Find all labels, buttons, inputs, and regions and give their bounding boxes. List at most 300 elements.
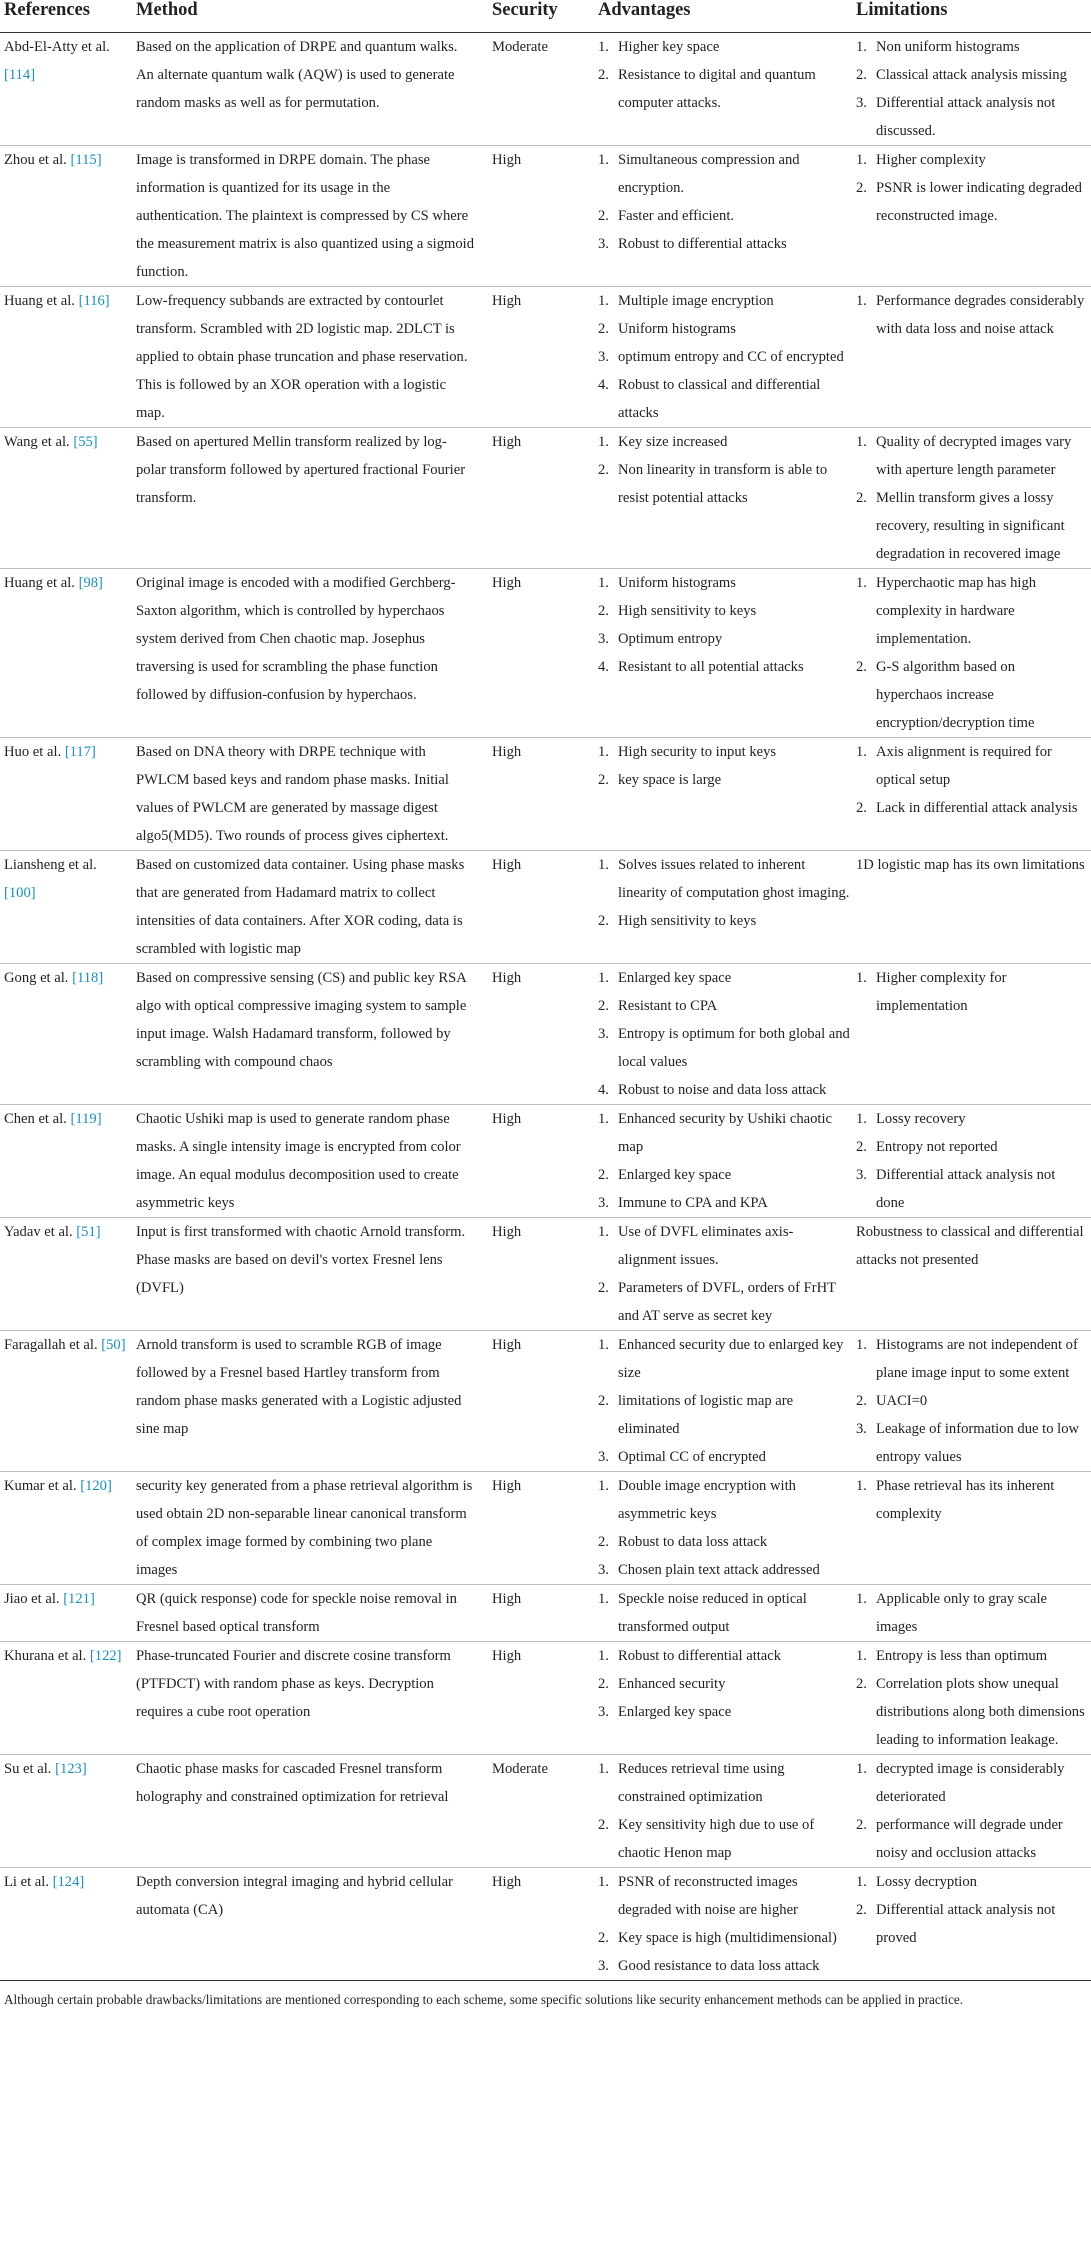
security-cell: High: [492, 434, 522, 450]
reference-cell: [0, 1105, 136, 1218]
advantage-text: Simultaneous compression and encryption.: [618, 152, 800, 196]
table-row: [0, 1472, 1091, 1585]
table-header: [0, 0, 1091, 33]
advantages-cell: [598, 146, 856, 287]
advantage-text: Key sensitivity high due to use of chaotic Henon map: [618, 1817, 815, 1861]
advantage-item: [598, 1274, 850, 1330]
reference-text: Wang et al.: [4, 434, 70, 450]
advantage-text: Optimal CC of encrypted: [618, 1449, 766, 1465]
advantage-item: [598, 1952, 850, 1980]
citation-link[interactable]: [121]: [63, 1591, 95, 1607]
method-cell: Based on apertured Mellin transform realized by log-polar transform followed by apertured fractional Fourier transform.: [136, 434, 466, 506]
reference-text: Su et al.: [4, 1761, 52, 1777]
table-row: [0, 1331, 1091, 1472]
advantage-text: Entropy is optimum for both global and local values: [618, 1026, 850, 1070]
advantage-text: High sensitivity to keys: [618, 603, 757, 619]
limitation-text: Phase retrieval has its inherent complexity: [876, 1478, 1055, 1522]
advantage-list: [598, 1755, 850, 1867]
item-number: 1.: [598, 1591, 609, 1607]
table-body: [0, 33, 1091, 1981]
header-method: Method: [136, 0, 492, 33]
advantage-text: Robust to differential attacks: [618, 236, 787, 252]
method-cell: Low-frequency subbands are extracted by contourlet transform. Scrambled with 2D logistic map. 2DLCT is applied to obtain phase truncation and phase reservation. This is followed by an XOR operation with a logistic map.: [136, 293, 468, 421]
limitation-text: Non uniform histograms: [876, 39, 1020, 55]
limitation-item: [856, 1387, 1085, 1415]
advantage-list: [598, 569, 850, 681]
item-number: 3.: [598, 236, 609, 252]
method-cell: Chaotic phase masks for cascaded Fresnel transform holography and constrained optimization for retrieval: [136, 1761, 449, 1805]
reference-text: Huang et al.: [4, 293, 75, 309]
advantage-text: Enhanced security: [618, 1676, 726, 1692]
limitation-item: [856, 89, 1085, 145]
method-cell: Arnold transform is used to scramble RGB of image followed by a Fresnel based Hartley transform from random phase masks generated with a Logistic adjusted sine map: [136, 1337, 462, 1437]
advantage-item: [598, 1755, 850, 1811]
advantage-text: Reduces retrieval time using constrained optimization: [618, 1761, 785, 1805]
table-row: [0, 851, 1091, 964]
item-number: 3.: [598, 349, 609, 365]
item-number: 1.: [856, 1648, 867, 1664]
advantage-text: Optimum entropy: [618, 631, 723, 647]
limitation-list: [856, 428, 1085, 568]
limitation-item: [856, 1670, 1085, 1754]
advantage-item: [598, 1218, 850, 1274]
advantage-text: Robust to noise and data loss attack: [618, 1082, 827, 1098]
limitation-item: [856, 1868, 1085, 1896]
item-number: 1.: [598, 293, 609, 309]
security-cell: High: [492, 970, 522, 986]
security-cell: High: [492, 1591, 522, 1607]
advantage-item: [598, 61, 850, 117]
advantage-item: [598, 230, 850, 258]
item-number: 1.: [598, 575, 609, 591]
item-number: 1.: [598, 1337, 609, 1353]
reference-text: Jiao et al.: [4, 1591, 60, 1607]
limitation-item: [856, 964, 1085, 1020]
limitations-cell: [856, 851, 1091, 964]
item-number: 1.: [856, 434, 867, 450]
citation-link[interactable]: [55]: [73, 434, 98, 450]
reference-cell: [0, 428, 136, 569]
advantage-item: [598, 1924, 850, 1952]
advantage-item: [598, 1105, 850, 1161]
limitation-list: [856, 1642, 1085, 1754]
limitations-cell: [856, 33, 1091, 146]
item-number: 3.: [598, 1195, 609, 1211]
citation-link[interactable]: [115]: [70, 152, 102, 168]
limitation-item: [856, 1585, 1085, 1641]
advantage-item: [598, 315, 850, 343]
limitation-text: Entropy not reported: [876, 1139, 998, 1155]
item-number: 1.: [598, 744, 609, 760]
limitation-text: Lack in differential attack analysis: [876, 800, 1078, 816]
advantage-text: Speckle noise reduced in optical transformed output: [618, 1591, 807, 1635]
limitation-list: [856, 1331, 1085, 1471]
item-number: 1.: [598, 434, 609, 450]
limitation-item: [856, 1161, 1085, 1217]
item-number: 3.: [598, 631, 609, 647]
item-number: 2.: [598, 1534, 609, 1550]
advantage-text: Higher key space: [618, 39, 720, 55]
advantage-text: Enhanced security due to enlarged key size: [618, 1337, 844, 1381]
limitation-item: [856, 569, 1085, 653]
limitation-text: G-S algorithm based on hyperchaos increase encryption/decryption time: [876, 659, 1035, 731]
table-row: [0, 1218, 1091, 1331]
item-number: 3.: [598, 1449, 609, 1465]
item-number: 2.: [598, 1676, 609, 1692]
reference-cell: [0, 1642, 136, 1755]
limitations-cell: [856, 428, 1091, 569]
advantage-list: [598, 1472, 850, 1584]
table-row: [0, 1105, 1091, 1218]
advantage-text: Enlarged key space: [618, 1167, 732, 1183]
advantage-item: [598, 33, 850, 61]
limitation-text: Quality of decrypted images vary with aperture length parameter: [876, 434, 1072, 478]
item-number: 1.: [856, 1761, 867, 1777]
advantage-text: Faster and efficient.: [618, 208, 735, 224]
citation-link[interactable]: [51]: [76, 1224, 101, 1240]
item-number: 1.: [598, 1111, 609, 1127]
limitation-item: [856, 146, 1085, 174]
advantage-item: [598, 851, 850, 907]
advantage-item: [598, 1670, 850, 1698]
limitation-item: [856, 1755, 1085, 1811]
item-number: 2.: [598, 603, 609, 619]
limitation-text: Performance degrades considerably with data loss and noise attack: [876, 293, 1085, 337]
reference-text: Li et al.: [4, 1874, 49, 1890]
advantage-item: [598, 202, 850, 230]
item-number: 3.: [856, 95, 867, 111]
table-row: [0, 569, 1091, 738]
limitation-text: Leakage of information due to low entropy values: [876, 1421, 1080, 1465]
item-number: 2.: [856, 1393, 867, 1409]
item-number: 1.: [856, 1478, 867, 1494]
advantage-list: [598, 738, 850, 794]
citation-link[interactable]: [123]: [55, 1761, 87, 1777]
limitations-cell: [856, 1105, 1091, 1218]
item-number: 4.: [598, 1082, 609, 1098]
item-number: 2.: [598, 1167, 609, 1183]
table-row: [0, 738, 1091, 851]
item-number: 1.: [598, 970, 609, 986]
advantage-text: High sensitivity to keys: [618, 913, 757, 929]
reference-cell: [0, 1218, 136, 1331]
table-row: [0, 964, 1091, 1105]
reference-cell: [0, 1331, 136, 1472]
advantages-cell: [598, 1755, 856, 1868]
advantage-text: Multiple image encryption: [618, 293, 774, 309]
item-number: 1.: [598, 1761, 609, 1777]
method-cell: QR (quick response) code for speckle noise removal in Fresnel based optical transform: [136, 1591, 457, 1635]
limitations-cell: [856, 1755, 1091, 1868]
advantage-item: [598, 1811, 850, 1867]
limitation-item: [856, 174, 1085, 230]
limitation-text: Higher complexity for implementation: [876, 970, 1007, 1014]
advantages-cell: [598, 1585, 856, 1642]
advantage-item: [598, 625, 850, 653]
limitation-list: [856, 964, 1085, 1020]
header-security: Security: [492, 0, 598, 33]
advantages-cell: [598, 428, 856, 569]
advantages-cell: [598, 1218, 856, 1331]
advantage-item: [598, 1076, 850, 1104]
header-advantages: Advantages: [598, 0, 856, 33]
advantage-text: Key space is high (multidimensional): [618, 1930, 837, 1946]
advantages-cell: [598, 569, 856, 738]
advantage-item: [598, 907, 850, 935]
limitations-cell: [856, 1868, 1091, 1981]
advantage-list: [598, 1218, 850, 1330]
limitation-text: Mellin transform gives a lossy recovery, resulting in significant degradation in recovered image: [876, 490, 1065, 562]
reference-text: Huo et al.: [4, 744, 62, 760]
advantage-text: Non linearity in transform is able to resist potential attacks: [618, 462, 828, 506]
item-number: 2.: [856, 180, 867, 196]
item-number: 4.: [598, 659, 609, 675]
item-number: 2.: [856, 1139, 867, 1155]
method-cell: Phase-truncated Fourier and discrete cosine transform (PTFDCT) with random phase as keys. Decryption requires a cube root operation: [136, 1648, 451, 1720]
citation-link[interactable]: [50]: [101, 1337, 126, 1353]
advantage-text: Uniform histograms: [618, 321, 736, 337]
advantages-cell: [598, 738, 856, 851]
citation-link[interactable]: [98]: [78, 575, 103, 591]
reference-cell: [0, 1472, 136, 1585]
limitation-text: Robustness to classical and differential attacks not presented: [856, 1224, 1084, 1268]
reference-text: Liansheng et al.: [4, 857, 97, 873]
advantages-cell: [598, 1105, 856, 1218]
advantage-item: [598, 428, 850, 456]
limitation-text: Hyperchaotic map has high complexity in hardware implementation.: [876, 575, 1037, 647]
advantage-list: [598, 1642, 850, 1726]
security-cell: Moderate: [492, 1761, 548, 1777]
limitations-cell: [856, 1585, 1091, 1642]
citation-link[interactable]: [118]: [72, 970, 104, 986]
advantage-text: limitations of logistic map are eliminated: [618, 1393, 794, 1437]
advantage-text: Enhanced security by Ushiki chaotic map: [618, 1111, 832, 1155]
item-number: 2.: [598, 462, 609, 478]
advantage-item: [598, 964, 850, 992]
item-number: 1.: [856, 1591, 867, 1607]
advantage-item: [598, 1020, 850, 1076]
limitation-list: [856, 1755, 1085, 1867]
item-number: 2.: [856, 1902, 867, 1918]
limitation-text: Differential attack analysis not proved: [876, 1902, 1056, 1946]
citation-link[interactable]: [114]: [4, 67, 36, 83]
advantage-item: [598, 1387, 850, 1443]
reference-text: Huang et al.: [4, 575, 75, 591]
limitation-text: Lossy decryption: [876, 1874, 977, 1890]
table-row: [0, 33, 1091, 146]
advantage-text: optimum entropy and CC of encrypted: [618, 349, 844, 365]
limitation-list: [856, 1585, 1085, 1641]
item-number: 2.: [598, 208, 609, 224]
table-row: [0, 428, 1091, 569]
item-number: 2.: [856, 800, 867, 816]
limitation-item: [856, 738, 1085, 794]
table-row: [0, 287, 1091, 428]
citation-link[interactable]: [116]: [78, 293, 110, 309]
citation-link[interactable]: [122]: [89, 1648, 122, 1664]
limitations-cell: [856, 287, 1091, 428]
item-number: 2.: [856, 1676, 867, 1692]
advantage-list: [598, 33, 850, 117]
limitation-item: [856, 1415, 1085, 1471]
advantage-item: [598, 1528, 850, 1556]
method-cell: Chaotic Ushiki map is used to generate random phase masks. A single intensity image is encrypted from color image. An equal modulus decomposition used to create asymmetric keys: [136, 1111, 461, 1211]
advantage-list: [598, 428, 850, 512]
reference-cell: [0, 1755, 136, 1868]
item-number: 1.: [856, 1874, 867, 1890]
limitation-text: Classical attack analysis missing: [876, 67, 1067, 83]
security-cell: High: [492, 293, 522, 309]
limitation-item: [856, 484, 1085, 568]
method-cell: Based on customized data container. Using phase masks that are generated from Hadamard matrix to collect intensities of data containers. After XOR coding, data is scrambled with logistic map: [136, 857, 465, 957]
advantage-item: [598, 456, 850, 512]
method-cell: Based on compressive sensing (CS) and public key RSA algo with optical compressive imaging system to sample input image. Walsh Hadamard transform, followed by scrambling with compound chaos: [136, 970, 467, 1070]
item-number: 1.: [856, 152, 867, 168]
method-cell: Image is transformed in DRPE domain. The phase information is quantized for its usage in the authentication. The plaintext is compressed by CS where the measurement matrix is also quantized using a sigmoid function.: [136, 152, 475, 280]
reference-cell: [0, 851, 136, 964]
limitation-item: [856, 428, 1085, 484]
limitations-cell: [856, 1331, 1091, 1472]
item-number: 4.: [598, 377, 609, 393]
limitation-item: [856, 287, 1085, 343]
advantage-item: [598, 766, 850, 794]
reference-text: Zhou et al.: [4, 152, 67, 168]
item-number: 3.: [598, 1958, 609, 1974]
advantage-list: [598, 1331, 850, 1471]
limitation-text: Differential attack analysis not discussed.: [876, 95, 1056, 139]
advantage-text: Good resistance to data loss attack: [618, 1958, 820, 1974]
limitation-text: 1D logistic map has its own limitations: [856, 857, 1085, 873]
reference-cell: [0, 1585, 136, 1642]
advantage-text: Robust to classical and differential attacks: [618, 377, 821, 421]
advantage-item: [598, 1698, 850, 1726]
advantage-item: [598, 653, 850, 681]
item-number: 2.: [856, 67, 867, 83]
reference-cell: [0, 964, 136, 1105]
table-row: [0, 1755, 1091, 1868]
security-cell: High: [492, 1111, 522, 1127]
item-number: 1.: [856, 39, 867, 55]
item-number: 1.: [598, 39, 609, 55]
security-cell: High: [492, 1874, 522, 1890]
table-row: [0, 1642, 1091, 1755]
security-cell: High: [492, 1337, 522, 1353]
table-row: [0, 1585, 1091, 1642]
reference-text: Gong et al.: [4, 970, 69, 986]
advantage-item: [598, 1585, 850, 1641]
advantage-item: [598, 1161, 850, 1189]
item-number: 2.: [598, 1930, 609, 1946]
citation-link[interactable]: [100]: [4, 885, 36, 901]
item-number: 1.: [856, 1337, 867, 1353]
table-footnote: Although certain probable drawbacks/limitations are mentioned corresponding to each scheme, some specific solutions like security enhancement methods can be applied in practice.: [4, 1992, 964, 2007]
security-cell: High: [492, 1648, 522, 1664]
reference-text: Abd-El-Atty et al.: [4, 39, 110, 55]
advantages-cell: [598, 1868, 856, 1981]
advantage-text: High security to input keys: [618, 744, 777, 760]
advantage-text: Use of DVFL eliminates axis-alignment issues.: [618, 1224, 794, 1268]
citation-link[interactable]: [120]: [80, 1478, 112, 1494]
advantages-cell: [598, 851, 856, 964]
item-number: 1.: [598, 857, 609, 873]
advantage-item: [598, 287, 850, 315]
header-references: References: [0, 0, 136, 33]
limitation-text: Applicable only to gray scale images: [876, 1591, 1048, 1635]
advantages-cell: [598, 33, 856, 146]
reference-cell: [0, 146, 136, 287]
advantage-list: [598, 1585, 850, 1641]
advantages-cell: [598, 1331, 856, 1472]
limitation-text: Higher complexity: [876, 152, 986, 168]
reference-text: Yadav et al.: [4, 1224, 73, 1240]
advantage-text: Resistance to digital and quantum computer attacks.: [618, 67, 816, 111]
advantage-item: [598, 1472, 850, 1528]
reference-text: Khurana et al.: [4, 1648, 87, 1664]
security-cell: High: [492, 152, 522, 168]
limitation-text: decrypted image is considerably deteriorated: [876, 1761, 1065, 1805]
limitation-text: Lossy recovery: [876, 1111, 966, 1127]
table-row: [0, 1868, 1091, 1981]
reference-cell: [0, 287, 136, 428]
limitation-list: [856, 738, 1085, 822]
item-number: 1.: [856, 575, 867, 591]
advantage-text: key space is large: [618, 772, 722, 788]
item-number: 2.: [598, 67, 609, 83]
security-cell: Moderate: [492, 39, 548, 55]
advantage-list: [598, 851, 850, 935]
advantage-text: Robust to data loss attack: [618, 1534, 768, 1550]
limitation-text: Axis alignment is required for optical setup: [876, 744, 1052, 788]
advantages-cell: [598, 287, 856, 428]
advantage-item: [598, 1443, 850, 1471]
security-cell: High: [492, 1224, 522, 1240]
limitation-list: [856, 146, 1085, 230]
advantage-item: [598, 343, 850, 371]
item-number: 1.: [598, 1874, 609, 1890]
limitation-text: Entropy is less than optimum: [876, 1648, 1048, 1664]
advantage-item: [598, 597, 850, 625]
advantage-text: Solves issues related to inherent linearity of computation ghost imaging.: [618, 857, 850, 901]
table-row: [0, 146, 1091, 287]
limitation-item: [856, 1331, 1085, 1387]
reference-cell: [0, 33, 136, 146]
limitation-item: [856, 794, 1085, 822]
limitation-item: [856, 33, 1085, 61]
advantage-item: [598, 1331, 850, 1387]
limitation-list: [856, 1472, 1085, 1528]
reference-cell: [0, 738, 136, 851]
method-cell: Input is first transformed with chaotic Arnold transform. Phase masks are based on devil's vortex Fresnel lens (DVFL): [136, 1224, 466, 1296]
item-number: 2.: [598, 321, 609, 337]
reference-text: Faragallah et al.: [4, 1337, 98, 1353]
citation-link[interactable]: [124]: [52, 1874, 85, 1890]
limitation-text: Correlation plots show unequal distributions along both dimensions leading to information leakage.: [876, 1676, 1085, 1748]
citation-link[interactable]: [117]: [64, 744, 96, 760]
limitation-item: [856, 1642, 1085, 1670]
item-number: 2.: [856, 490, 867, 506]
limitation-list: [856, 33, 1085, 145]
limitations-cell: [856, 1642, 1091, 1755]
advantage-text: Chosen plain text attack addressed: [618, 1562, 820, 1578]
method-cell: security key generated from a phase retrieval algorithm is used obtain 2D non-separable linear canonical transform of complex image formed by combining two plane images: [136, 1478, 473, 1578]
limitations-cell: [856, 964, 1091, 1105]
citation-link[interactable]: [119]: [70, 1111, 102, 1127]
advantage-item: [598, 1189, 850, 1217]
advantage-item: [598, 146, 850, 202]
limitation-item: [856, 1105, 1085, 1133]
advantage-item: [598, 1642, 850, 1670]
item-number: 1.: [598, 152, 609, 168]
